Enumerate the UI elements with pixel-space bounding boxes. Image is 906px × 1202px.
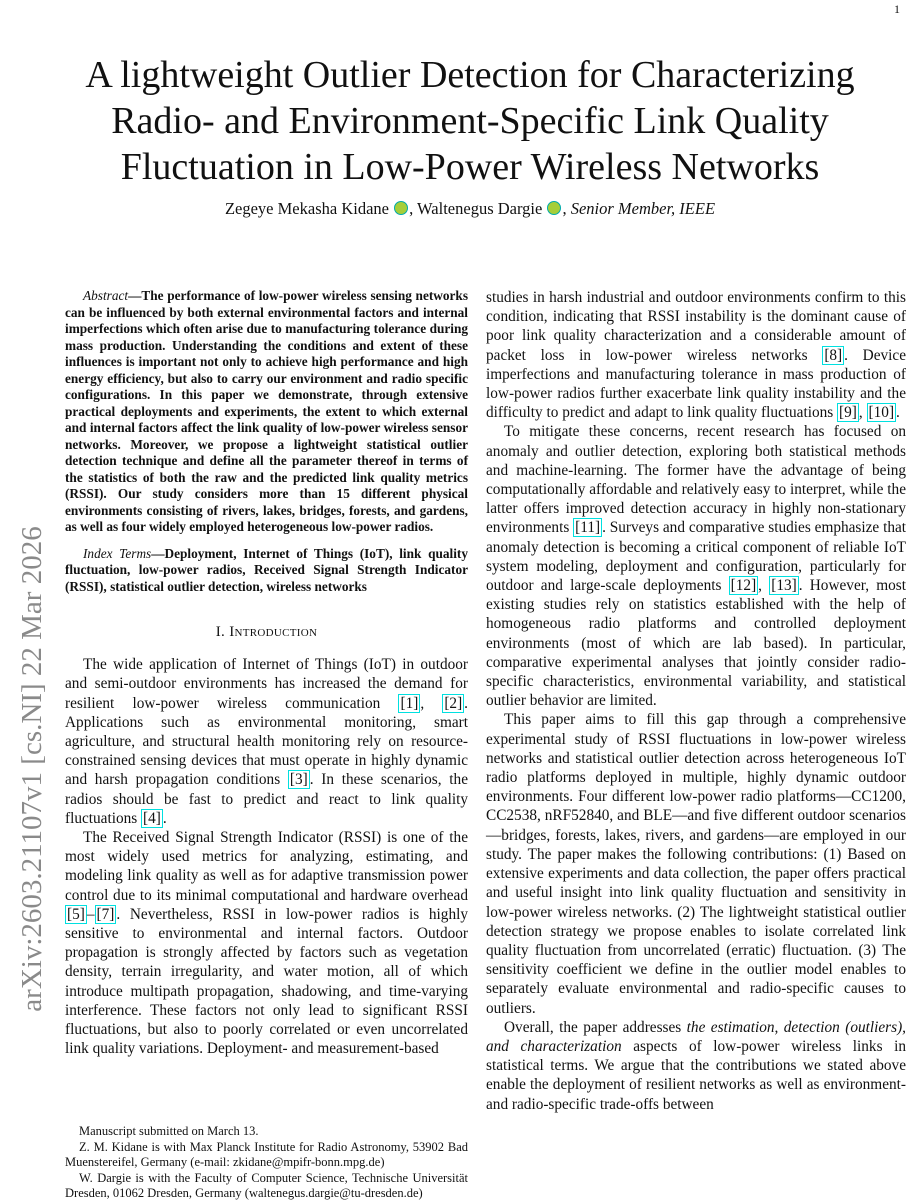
citation-link[interactable]: [5] xyxy=(67,905,85,923)
text-run: studies in harsh industrial and outdoor environments confirm to this condition, indicating that RSSI instability is the dominant cause of poor link quality characterization and a considerable amount of packet loss in low-power wireless networks xyxy=(486,289,906,364)
citation-link[interactable]: [7] xyxy=(96,905,115,923)
paragraph xyxy=(65,828,468,1058)
text-run: . Device imperfections and manufacturing tolerance in mass production of low-power radios further exacerbate link quality instability and the difficulty to predict and adapt to link quality fluctuations xyxy=(486,346,906,422)
footnotes xyxy=(65,1124,468,1202)
index-terms xyxy=(65,546,468,596)
title-line-3: Fluctuation in Low-Power Wireless Networks xyxy=(120,146,820,188)
index-terms-text: Deployment, Internet of Things (IoT), link quality fluctuation, low-power radios, Received Signal Strength Indicator (RSSI), statistical outlier detection, wireless networks xyxy=(65,545,468,594)
section-title: Introduction xyxy=(229,624,318,640)
author-name-2: Waltenegus Dargie xyxy=(417,199,543,218)
text-run: . xyxy=(896,404,900,422)
abstract-dash: — xyxy=(128,288,142,303)
abstract-text: The performance of low-power wireless sensing networks can be influenced by both external environmental factors and internal imperfections which often arise due to manufacturing tolerance during mass production. Understanding the conditions and extent of these influences is important not only to achieve high performance and high energy efficiency, but also to carry our environment and radio specific configurations. In this paper we demonstrate, through extensive practical deployments and experiments, the extent to which external and internal factors affect the link quality of low-power wireless sensor networks. Moreover, we propose a lightweight statistical outlier detection technique and define all the parameter thereof in terms of the statistics of both the raw and the predicted link quality metrics (RSSI). Our study considers more than 15 different physical environments consisting of rivers, lakes, bridges, forests, and gardens, as well as four widely employed heterogeneous low-power radios. xyxy=(65,288,468,534)
section-heading xyxy=(65,623,468,642)
author-role: Senior Member, IEEE xyxy=(570,199,716,218)
title-line-1: A lightweight Outlier Detection for Characterizing xyxy=(85,54,855,96)
paragraph xyxy=(486,422,906,710)
text-run: , xyxy=(758,577,770,595)
text-run: Overall, the paper addresses xyxy=(504,1018,687,1036)
footnote: Z. M. Kidane is with Max Planck Institute for Radio Astronomy, 53902 Bad Muenstereifel, Germany (e-mail: zkidane@mpifr-bonn.mpg.de) xyxy=(65,1139,468,1169)
citation-link[interactable]: [11] xyxy=(575,519,601,537)
title-line-2: Radio- and Environment-Specific Link Quality xyxy=(111,100,829,142)
arxiv-identifier-stamp[interactable]: arXiv:2603.21107v1 [cs.NI] 22 Mar 2026 xyxy=(16,526,48,1012)
orcid-icon[interactable] xyxy=(547,201,561,215)
text-run: . However, most existing studies rely on statistics established with the help of homogeneous radio platforms and controlled deployment environments (most of which are lab based). In particular, comparative experimental analyses that jointly consider radio-specific characteristics, environmental variability, and statistical outlier behavior are limited. xyxy=(486,577,906,710)
abstract xyxy=(65,288,468,536)
author-line xyxy=(40,199,900,219)
text-run: . Surveys and comparative studies emphasize that anomaly detection is becoming a critical component of reliable IoT system modeling, deployment and configuration, particularly for outdoor and large-scale deployments xyxy=(486,519,906,595)
text-run: – xyxy=(86,905,95,923)
paragraph: This paper aims to fill this gap through a comprehensive experimental study of RSSI fluctuations in low-power wireless networks and statistical outlier detection across heterogeneous IoT radio platforms deployed in multiple, highly dynamic outdoor environments. Four different low-power radio platforms—CC1200, CC2538, nRF52840, and BLE—and five different outdoor scenarios—bridges, forests, lakes, rivers, and gardens—are employed in our study. The paper makes the following contributions: (1) Based on extensive experiments and data collection, the paper offers practical and useful insight into link quality fluctuation and sensitivity in low-power wireless networks. (2) The lightweight statistical outlier detection strategy we propose enables to isolate correlated link quality fluctuation from uncorrelated (erratic) fluctuation. (3) The sensitivity coefficient we define in the outlier model enables to separately evaluate environmental and radio-specific causes to outliers. xyxy=(486,711,906,1017)
citation-link[interactable]: [1] xyxy=(400,694,419,712)
author-separator: , xyxy=(409,199,414,218)
footnote: W. Dargie is with the Faculty of Computer Science, Technische Universität Dresden, 01062 Dresden, Germany (waltenegus.dargie@tu-dresden.de) xyxy=(65,1170,468,1200)
citation-link[interactable]: [9] xyxy=(839,404,857,422)
author-separator: , xyxy=(562,199,567,218)
index-terms-label: Index Terms xyxy=(83,545,152,561)
author-name-1: Zegeye Mekasha Kidane xyxy=(224,199,389,218)
paragraph xyxy=(65,655,468,828)
text-run: . Nevertheless, RSSI in low-power radios is highly sensitive to environmental and internal factors. Outdoor propagation is strongly affected by factors such as vegetation density, terrain irregularity, and water motion, all of which introduce multipath propagation, shadowing, and time-varying interference. These factors not only lead to significant RSSI fluctuations, but also to poorly correlated or even uncorrelated link quality variations. Deployment- and measurement-based xyxy=(65,905,468,1058)
footnote: Manuscript submitted on March 13. xyxy=(79,1124,259,1138)
text-run: , xyxy=(858,404,867,422)
section-numeral: I. xyxy=(215,624,226,640)
abstract-label: Abstract xyxy=(83,288,129,303)
text-run: aspects of low-power wireless links in statistical terms. We argue that the contributions we stated above enable the deployment of resilient networks as well as environment- and radio-specific trade-offs between xyxy=(486,1037,906,1113)
text-run: The wide application of Internet of Things (IoT) in outdoor and semi-outdoor environments has increased the demand for resilient low-power wireless communication xyxy=(65,656,468,712)
text-run: . xyxy=(162,809,167,827)
index-terms-dash: — xyxy=(151,545,165,561)
text-run: To mitigate these concerns, recent research has focused on anomaly and outlier detection, exploring both statistical methods and machine-learning. The former have the advantage of being computationally affordable and relatively easy to interpret, while the latter offers improved detection accuracy in highly non-stationary environments xyxy=(486,423,906,537)
citation-link[interactable]: [13] xyxy=(771,577,797,595)
citation-link[interactable]: [8] xyxy=(824,346,843,364)
citation-link[interactable]: [4] xyxy=(143,809,161,827)
paragraph xyxy=(486,288,906,422)
citation-link[interactable]: [12] xyxy=(730,577,757,595)
text-run: The Received Signal Strength Indicator (RSSI) is one of the most widely used metrics for analyzing, estimating, and modeling link quality as well as for adaptive transmission power control due to its minimal computational and hardware overhead xyxy=(65,829,468,904)
text-run: . In these scenarios, the radios should be fast to predict and react to link quality fluctuations xyxy=(65,771,468,827)
paper-title xyxy=(40,52,900,190)
citation-link[interactable]: [3] xyxy=(289,771,308,789)
page-number: 1 xyxy=(894,2,900,16)
emphasis-text: the estimation, detection (outliers), and characterization xyxy=(486,1018,906,1055)
text-run: . Applications such as environmental monitoring, smart agriculture, and structural health monitoring rely on resource-constrained sensing devices that must operate in highly dynamic and harsh propagation conditions xyxy=(65,694,468,789)
right-column xyxy=(486,288,906,1114)
citation-link[interactable]: [10] xyxy=(868,404,895,422)
paragraph xyxy=(486,1018,906,1114)
orcid-icon[interactable] xyxy=(394,201,408,215)
citation-link[interactable]: [2] xyxy=(444,694,463,712)
left-column xyxy=(65,288,468,1058)
text-run: , xyxy=(420,694,443,712)
